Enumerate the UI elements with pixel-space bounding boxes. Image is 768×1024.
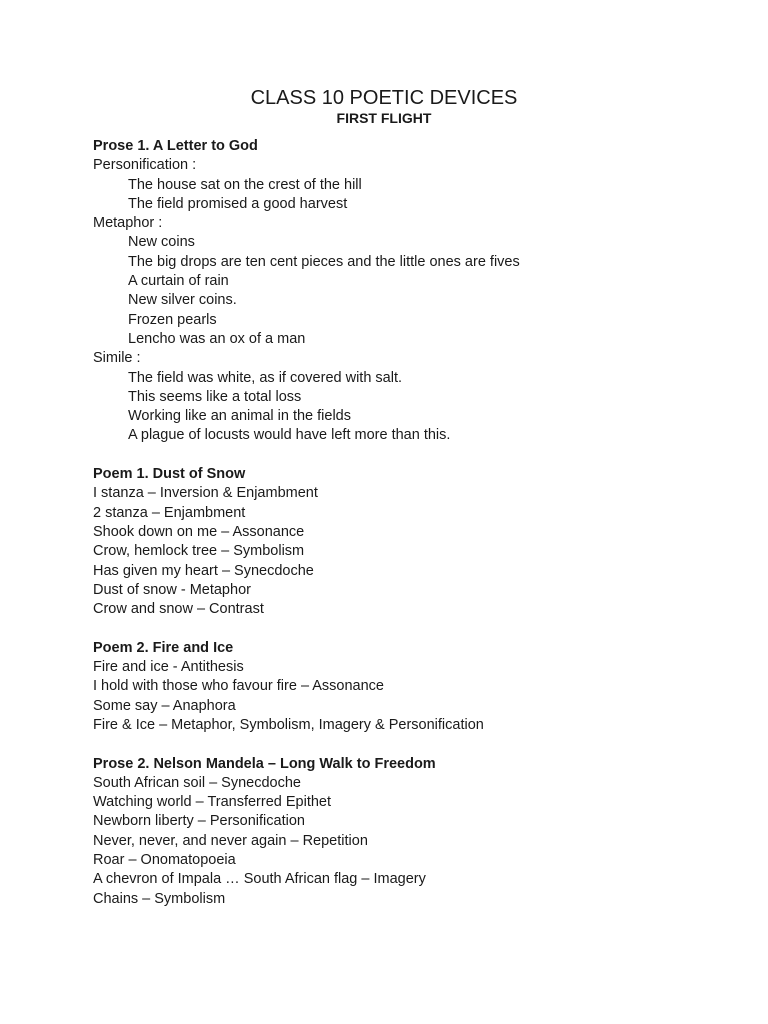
section-poem-1 — [93, 465, 713, 619]
section-prose-1 — [93, 137, 713, 446]
section-poem-2 — [93, 639, 713, 735]
device-line: Fire and ice - Antithesis — [93, 659, 244, 676]
section-heading: Poem 1. Dust of Snow — [93, 466, 246, 483]
device-line: Some say – Anaphora — [93, 697, 236, 714]
device-line: Crow and snow – Contrast — [93, 601, 264, 618]
device-line: Has given my heart – Synecdoche — [93, 562, 314, 579]
example-line: New silver coins. — [128, 292, 237, 309]
section-spacer — [93, 619, 713, 638]
device-line: Dust of snow - Metaphor — [93, 581, 251, 598]
section-heading: Poem 2. Fire and Ice — [93, 639, 234, 656]
device-label-personification: Personification : — [93, 157, 197, 174]
section-prose-2 — [93, 755, 713, 909]
device-line: 2 stanza – Enjambment — [93, 504, 246, 521]
device-line: A chevron of Impala … South African flag – Imagery — [93, 871, 426, 888]
document-body — [93, 137, 713, 909]
device-line: Chains – Symbolism — [93, 890, 226, 907]
document-title: CLASS 10 POETIC DEVICES — [250, 87, 518, 109]
device-line: Shook down on me – Assonance — [93, 523, 305, 540]
device-line: I hold with those who favour fire – Assonance — [93, 678, 384, 695]
device-line: Newborn liberty – Personification — [93, 813, 305, 830]
example-line: Frozen pearls — [128, 311, 217, 328]
device-label-metaphor: Metaphor : — [93, 215, 163, 232]
device-line: Watching world – Transferred Epithet — [93, 794, 332, 811]
device-line: South African soil – Synecdoche — [93, 774, 301, 791]
device-label-simile: Simile : — [93, 350, 141, 367]
example-line: The field promised a good harvest — [128, 195, 348, 212]
example-line: New coins — [128, 234, 195, 251]
section-spacer — [93, 446, 713, 465]
example-line: The house sat on the crest of the hill — [128, 176, 362, 193]
example-line: The field was white, as if covered with salt. — [128, 369, 403, 386]
example-line: This seems like a total loss — [128, 388, 302, 405]
device-line: I stanza – Inversion & Enjambment — [93, 485, 318, 502]
device-line: Fire & Ice – Metaphor, Symbolism, Imagery & Personification — [93, 716, 484, 733]
device-line: Roar – Onomatopoeia — [93, 851, 236, 868]
device-line: Crow, hemlock tree – Symbolism — [93, 543, 305, 560]
device-line: Never, never, and never again – Repetition — [93, 832, 368, 849]
section-spacer — [93, 735, 713, 754]
example-line: Working like an animal in the fields — [128, 408, 351, 425]
example-line: Lencho was an ox of a man — [128, 330, 306, 347]
example-line: A plague of locusts would have left more than this. — [128, 427, 451, 444]
example-line: A curtain of rain — [128, 273, 229, 290]
section-heading: Prose 2. Nelson Mandela – Long Walk to Freedom — [93, 755, 436, 772]
section-heading: Prose 1. A Letter to God — [93, 138, 258, 154]
example-line: The big drops are ten cent pieces and the little ones are fives — [128, 253, 520, 270]
document-subtitle: FIRST FLIGHT — [336, 110, 432, 126]
